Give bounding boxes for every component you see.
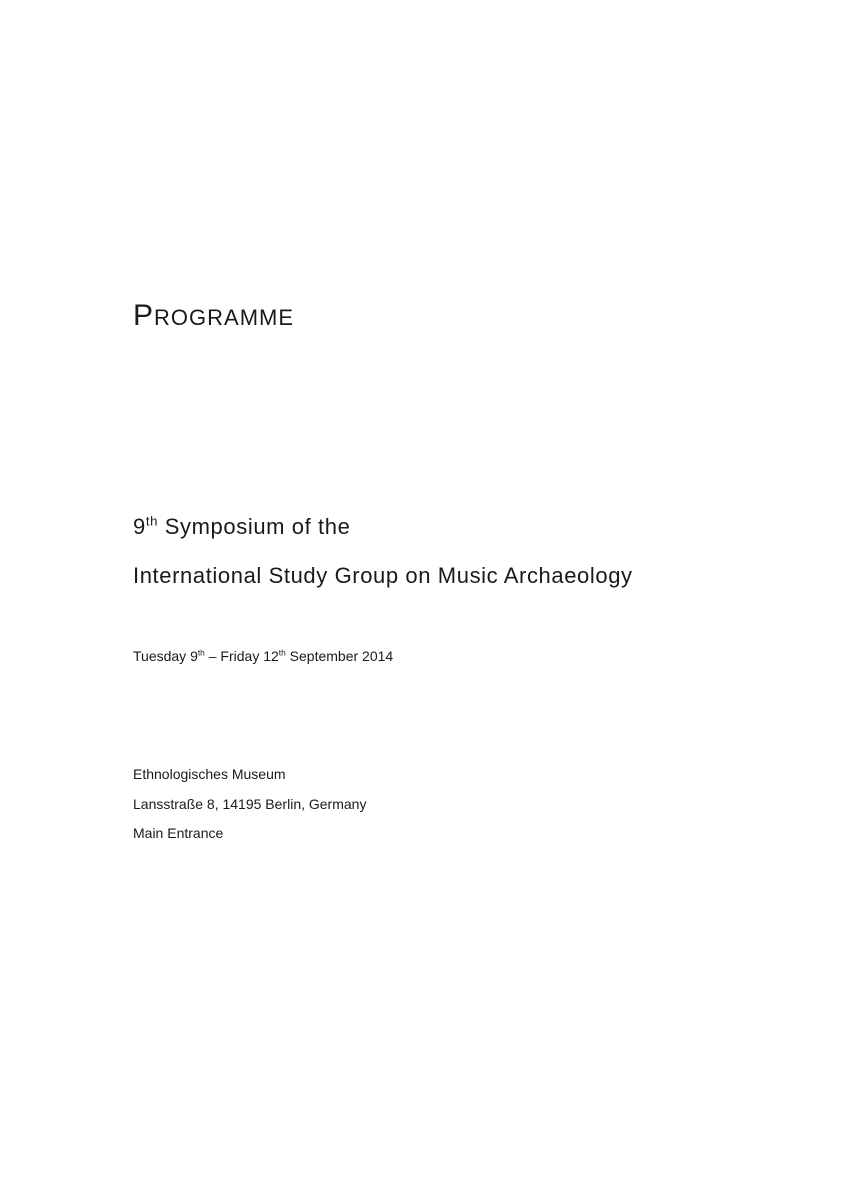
- month-year: September 2014: [285, 648, 394, 664]
- ordinal-suffix: th: [145, 513, 159, 529]
- start-date: Tuesday 9: [133, 648, 198, 664]
- end-date: – Friday 12: [204, 648, 279, 664]
- ordinal-number: 9: [133, 514, 146, 539]
- end-date-suffix: th: [278, 647, 286, 658]
- title-initial: P: [133, 299, 155, 332]
- venue-entrance: Main Entrance: [133, 825, 224, 841]
- page-title: [133, 296, 294, 333]
- event-dates: [133, 648, 393, 664]
- event-title-line-1-text: Symposium of the: [158, 514, 351, 539]
- venue-address: Lansstraße 8, 14195 Berlin, Germany: [133, 796, 367, 812]
- start-date-suffix: th: [197, 647, 205, 658]
- venue-name: Ethnologisches Museum: [133, 766, 286, 782]
- event-title-line-1: [133, 514, 350, 540]
- title-rest: ROGRAMME: [154, 305, 295, 330]
- event-title-line-2: International Study Group on Music Archaeology: [133, 563, 633, 588]
